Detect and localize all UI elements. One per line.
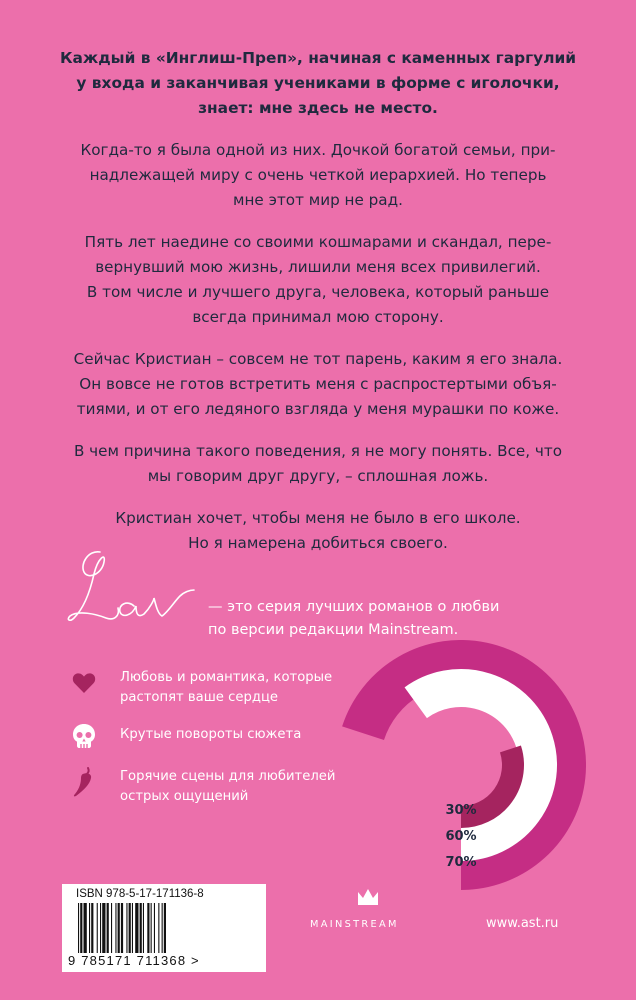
blurb-line: надлежащей миру с очень четкой иерархией. Но теперь (89, 166, 547, 184)
isbn-barcode-box (62, 884, 266, 972)
barcode-bar (118, 903, 120, 953)
feature-plot-twists (64, 721, 301, 751)
blurb-paragraph (40, 439, 596, 489)
barcode-bar (164, 903, 166, 953)
blurb-line: знает: мне здесь не место. (198, 99, 438, 117)
skull-icon (64, 721, 104, 751)
barcode-bar (143, 903, 144, 953)
feature-hot-scenes (64, 767, 335, 807)
blurb-line: Он вовсе не готов встретить меня с распростертыми объя- (79, 375, 557, 393)
feature-label: Крутые повороты сюжета (120, 727, 302, 742)
donut-chart (336, 640, 586, 890)
blurb-line: вернувший мою жизнь, лишили меня всех привилегий. (95, 258, 541, 276)
heart-icon (64, 668, 104, 698)
barcode-bar (89, 903, 90, 953)
publisher-name: MAINSTREAM (310, 919, 399, 930)
blurb-line: тиями, и от его ледяного взгляда у меня мурашки по коже. (76, 400, 560, 418)
barcode-bar (158, 903, 159, 953)
barcode-bar (102, 903, 105, 953)
barcode-bar (162, 903, 163, 953)
barcode-bar (135, 903, 138, 953)
donut-label-60: 60% (445, 829, 477, 844)
barcode-bar (154, 903, 155, 953)
barcode-bar (84, 903, 87, 953)
isbn-number: ISBN 978-5-17-171136-8 (76, 888, 204, 900)
barcode-bar (140, 903, 142, 953)
mainstream-crown-logo (356, 887, 380, 907)
barcode-bar (115, 903, 116, 953)
blurb-line: Когда-то я была одной из них. Дочкой богатой семьи, при- (80, 141, 556, 159)
lav-series-logo (62, 544, 202, 630)
barcode-bar (126, 903, 127, 953)
barcode-bar (129, 903, 131, 953)
blurb-line: Кристиан хочет, чтобы меня не было в его школе. (115, 509, 521, 527)
feature-romance (64, 668, 332, 708)
barcode-bar (132, 903, 133, 953)
barcode-bar (100, 903, 101, 953)
publisher-website[interactable]: www.ast.ru (486, 916, 559, 931)
barcode (78, 903, 250, 953)
blurb-lead (40, 46, 596, 121)
blurb-line: В том числе и лучшего друга, человека, который раньше (86, 283, 550, 301)
barcode-bar (107, 903, 109, 953)
blurb-line: В чем причина такого поведения, я не могу понять. Все, что (73, 442, 563, 460)
feature-label: растопят ваше сердце (120, 690, 279, 705)
chili-pepper-icon (64, 767, 104, 797)
series-description (208, 596, 499, 642)
barcode-bar (121, 903, 123, 953)
blurb-line: Но я намерена добиться своего. (188, 534, 448, 552)
barcode-bar (91, 903, 93, 953)
barcode-bar (78, 903, 79, 953)
blurb-paragraph (40, 230, 596, 330)
blurb-line: Каждый в «Инглиш-Преп», начиная с каменных гаргулий (59, 49, 577, 67)
blurb-line: всегда принимал мою сторону. (192, 308, 444, 326)
barcode-bar (111, 903, 112, 953)
series-description-line: по версии редакции Mainstream. (208, 622, 459, 638)
blurb-line: мне этот мир не рад. (233, 191, 403, 209)
blurb-line: Сейчас Кристиан – совсем не тот парень, каким я его знала. (73, 350, 563, 368)
donut-label-30: 30% (445, 803, 477, 818)
blurb-paragraph (40, 138, 596, 213)
barcode-bar (97, 903, 98, 953)
donut-label-70: 70% (445, 855, 477, 870)
blurb-line: у входа и заканчивая учениками в форме с иголочки, (76, 74, 560, 92)
blurb-line: Пять лет наедине со своими кошмарами и скандал, пере- (84, 233, 552, 251)
feature-label: Любовь и романтика, которые (120, 670, 333, 685)
barcode-bar (151, 903, 152, 953)
feature-label: Горячие сцены для любителей (120, 769, 336, 784)
blurb-paragraph (40, 347, 596, 422)
barcode-bar (80, 903, 82, 953)
feature-label: острых ощущений (120, 789, 249, 804)
series-description-line: — это серия лучших романов о любви (208, 599, 500, 615)
isbn-digits: 9 785171 711368 > (68, 953, 200, 968)
blurb (40, 46, 596, 573)
barcode-bar (147, 903, 149, 953)
blurb-line: мы говорим друг другу, – сплошная ложь. (147, 467, 489, 485)
